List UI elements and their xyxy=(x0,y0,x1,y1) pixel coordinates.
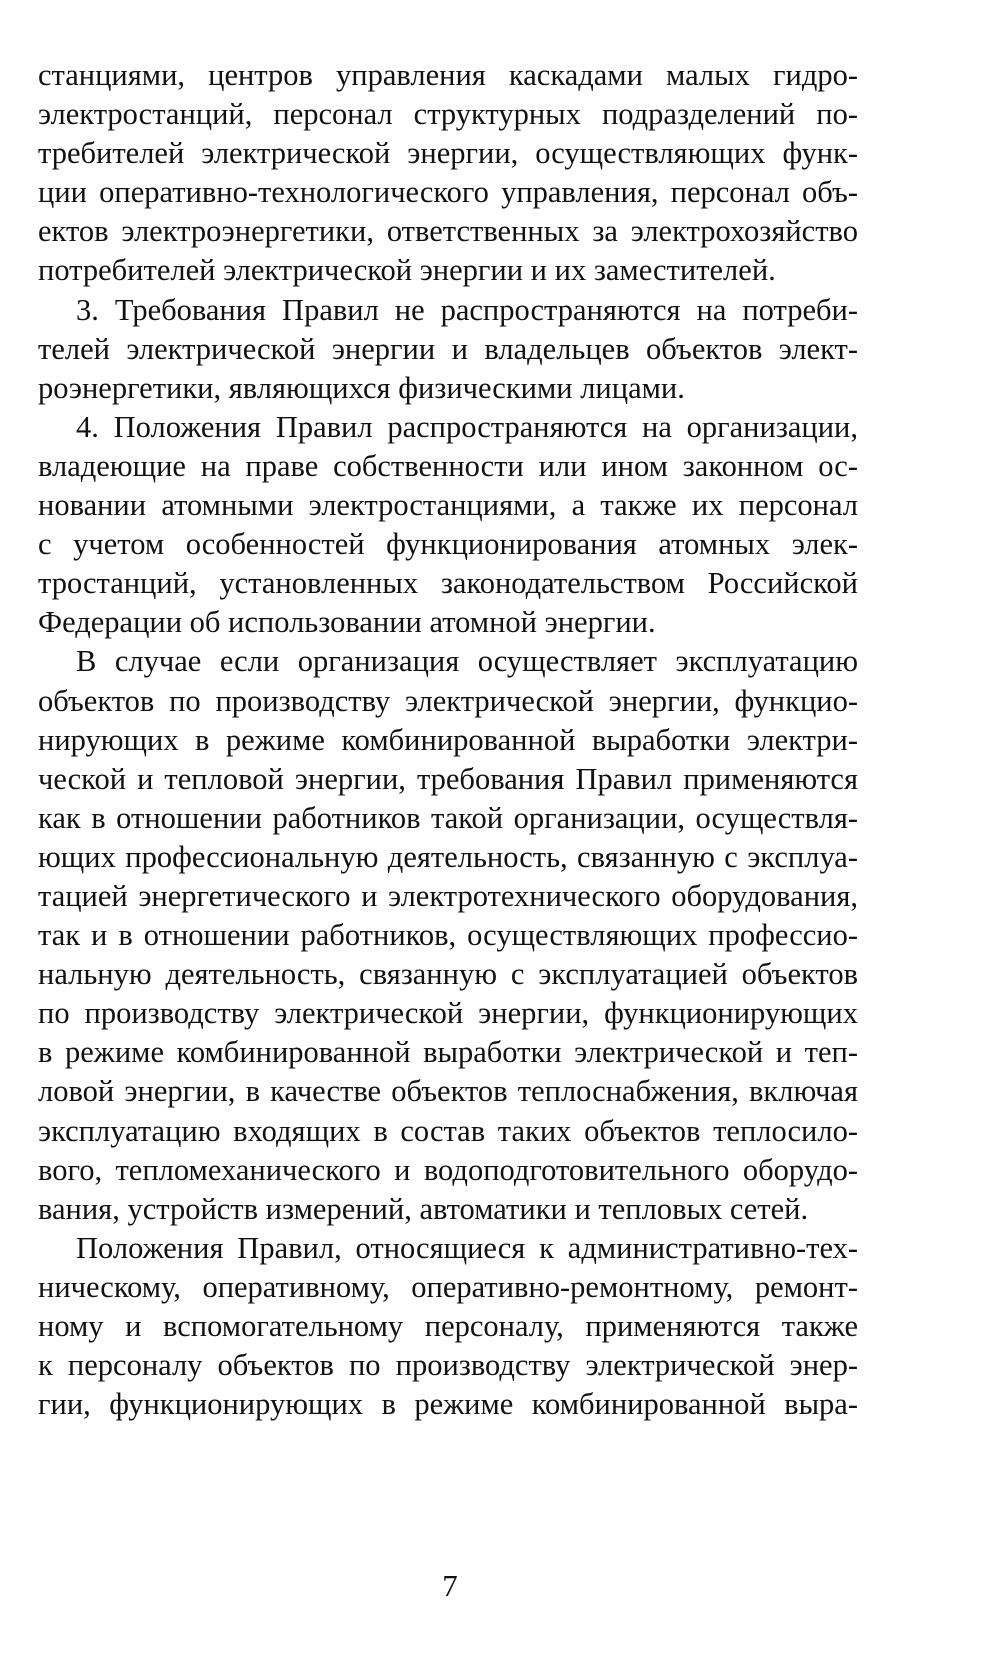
text-line: тростанций, установленных законодательством Российской xyxy=(38,566,858,601)
text-line: в режиме комбинированной выработки электрической и теп- xyxy=(38,1035,858,1070)
text-line: к персоналу объектов по производству электрической энер- xyxy=(38,1348,858,1383)
text-line: нирующих в режиме комбинированной выработки электри- xyxy=(38,722,858,757)
text-line: ющих профессиональную деятельность, связанную с эксплуа- xyxy=(38,839,858,874)
text-line: 4. Положения Правил распространяются на организации, xyxy=(76,409,858,444)
paragraph-personnel xyxy=(38,1229,858,1424)
text-line: ническому, оперативному, оперативно-ремонтному, ремонт- xyxy=(38,1269,858,1304)
paragraph-item-3 xyxy=(38,291,858,408)
text-line: телей электрической энергии и владельцев объектов элект- xyxy=(38,331,858,366)
text-line: роэнергетики, являющихся физическими лицами. xyxy=(38,370,685,405)
text-line: как в отношении работников такой организации, осуществля- xyxy=(38,800,858,835)
text-line: ному и вспомогательному персоналу, применяются также xyxy=(38,1309,858,1343)
paragraph-continuation xyxy=(38,56,858,291)
text-line: эксплуатацию входящих в состав таких объектов теплосило- xyxy=(38,1113,858,1148)
text-line: вого, тепломеханического и водоподготовительного оборудо- xyxy=(38,1152,858,1187)
text-line: так и в отношении работников, осуществляющих профессио- xyxy=(38,918,858,953)
text-line: требителей электрической энергии, осуществляющих функ- xyxy=(38,136,858,171)
text-line: по производству электрической энергии, функционирующих xyxy=(38,996,858,1031)
page-number: 7 xyxy=(442,1568,458,1603)
text-line: вания, устройств измерений, автоматики и тепловых сетей. xyxy=(38,1191,809,1226)
text-line: Федерации об использовании атомной энергии. xyxy=(38,605,656,640)
text-line: потребителей электрической энергии и их заместителей. xyxy=(38,253,776,288)
text-line: 3. Требования Правил не распространяются на потреби- xyxy=(76,292,858,327)
text-line: ектов электроэнергетики, ответственных за электрохозяйство xyxy=(38,214,858,249)
text-line: гии, функционирующих в режиме комбинированной выра- xyxy=(38,1387,858,1422)
text-line: нальную деятельность, связанную с эксплуатацией объектов xyxy=(38,957,858,992)
text-line: Положения Правил, относящиеся к административно-тех- xyxy=(76,1230,858,1265)
text-line: тацией энергетического и электротехнического оборудования, xyxy=(38,878,858,913)
paragraph-cogeneration xyxy=(38,642,858,1228)
text-line: новании атомными электростанциями, а также их персонал xyxy=(38,488,858,523)
paragraph-item-4 xyxy=(38,408,858,643)
text-line: ловой энергии, в качестве объектов теплоснабжения, включая xyxy=(38,1074,858,1109)
text-line: станциями, центров управления каскадами малых гидро- xyxy=(38,58,858,92)
text-line: объектов по производству электрической энергии, функцио- xyxy=(38,683,858,718)
text-line: владеющие на праве собственности или ином законном ос- xyxy=(38,448,858,483)
body-text xyxy=(38,56,858,1424)
text-line: ции оперативно-технологического управления, персонал объ- xyxy=(38,175,858,210)
text-line: В случае если организация осуществляет эксплуатацию xyxy=(76,644,858,679)
text-line: электростанций, персонал структурных подразделений по- xyxy=(38,97,858,132)
text-line: ческой и тепловой энергии, требования Правил применяются xyxy=(38,761,858,796)
text-line: с учетом особенностей функционирования атомных элек- xyxy=(38,527,858,562)
